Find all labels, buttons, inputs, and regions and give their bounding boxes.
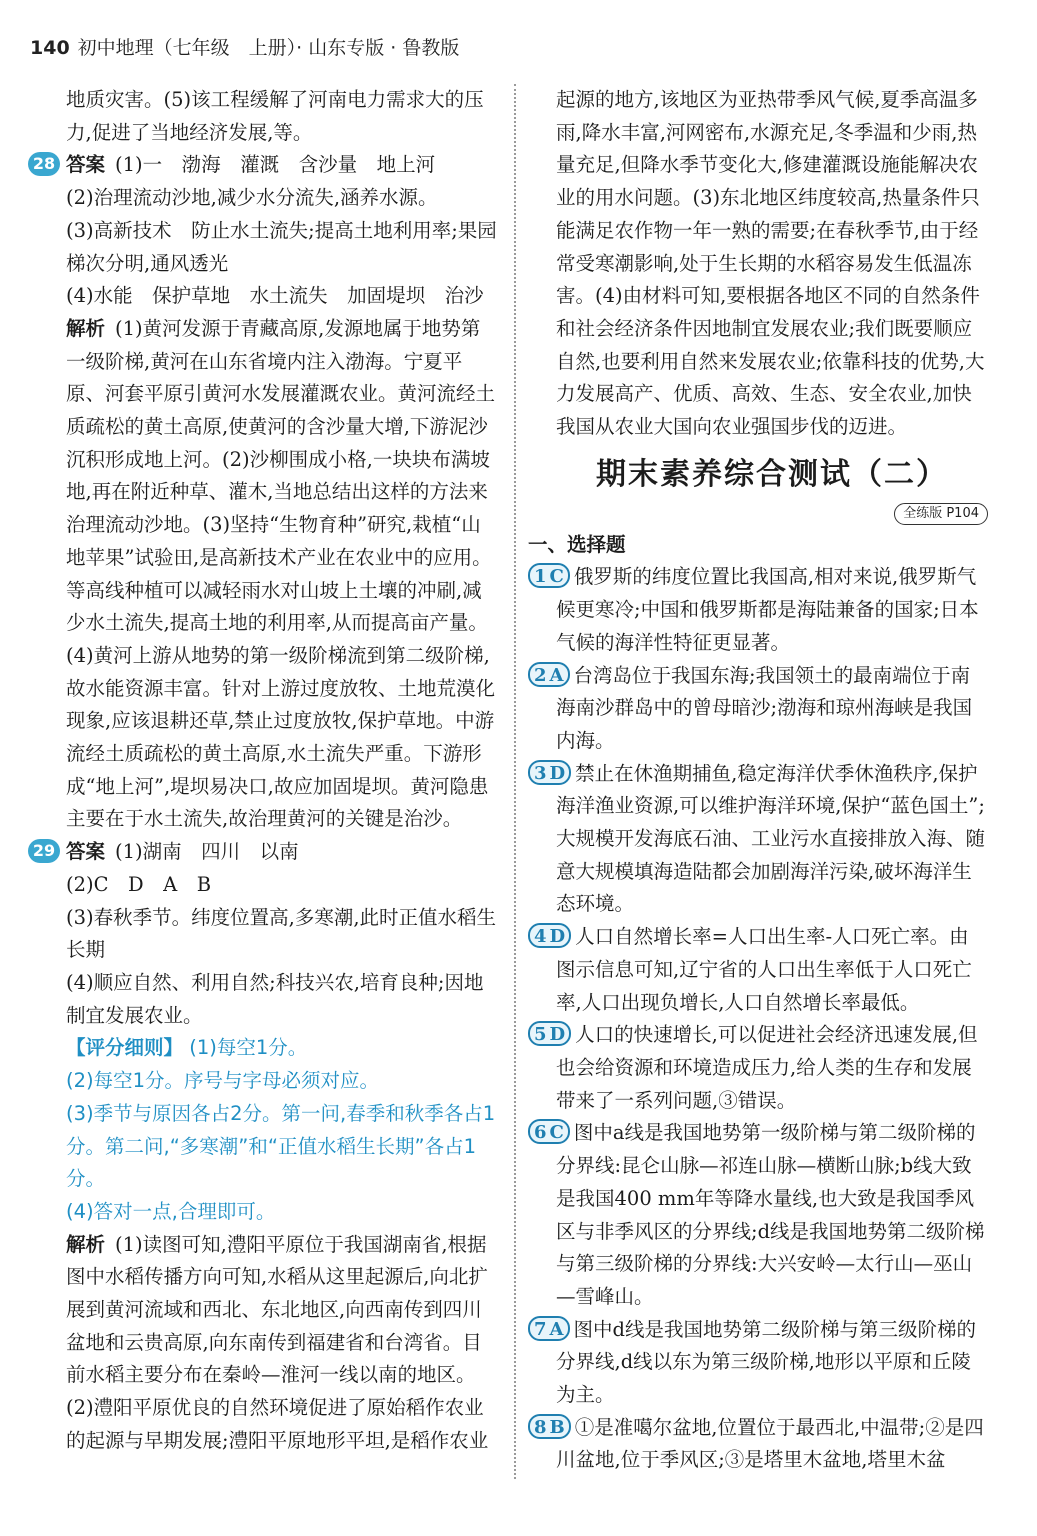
question-number-badge: 28 xyxy=(28,152,60,176)
scoring-rule-3: (3)季节与原因各占2分。第一问,春季和秋季各占1分。第二问,“多寒潮”和“正值水稻生长期”各占1分。 xyxy=(66,1101,496,1191)
answer-badge xyxy=(528,563,570,588)
question-number: 1 xyxy=(534,566,547,588)
answer-part-3: (3)春秋季节。纬度位置高,多寒潮,此时正值水稻生长期 xyxy=(66,905,497,962)
explanation-text: 台湾岛位于我国东海;我国领土的最南端位于南海南沙群岛中的曾母暗沙;渤海和琼州海峡是我国内海。 xyxy=(556,663,973,752)
question-number: 4 xyxy=(534,926,547,948)
answer-badge xyxy=(528,1316,570,1341)
answer-letter: A xyxy=(549,1318,564,1340)
choice-answer-item xyxy=(534,1019,988,1117)
analysis-label: 解析 xyxy=(66,316,106,340)
right-column xyxy=(528,84,988,1477)
answer-part-2: (2)治理流动沙地,减少水分流失,涵养水源。 xyxy=(66,186,438,210)
page-header xyxy=(30,30,1010,66)
answer-badge xyxy=(528,1119,570,1144)
column-divider xyxy=(514,84,516,1479)
choice-answer-item xyxy=(534,1117,988,1313)
choice-answer-list xyxy=(534,561,988,1477)
answer-label: 答案 xyxy=(66,840,106,864)
explanation-text: 人口的快速增长,可以促进社会经济迅速发展,但也会给资源和环境造成压力,给人类的生存和发展带来了一系列问题,③错误。 xyxy=(556,1023,978,1112)
answer-letter: D xyxy=(549,926,566,948)
continuation-text: 地质灾害。(5)该工程缓解了河南电力需求大的压力,促进了当地经济发展,等。 xyxy=(66,88,484,144)
analysis-text: (1)读图可知,澧阳平原位于我国湖南省,根据图中水稻传播方向可知,水稻从这里起源后,向北扩展到黄河流域和西北、东北地区,向西南传到四川盆地和云贵高原,向东南传到福建省和台湾省。目前水稻主要分布在秦岭—淮河一线以南的地区。(2)澧阳平原优良的自然环境促进了原始稻作农业的起源与早期发展;澧阳平原地形平坦,是稻作农业 xyxy=(66,1232,489,1452)
question-number: 8 xyxy=(534,1416,547,1438)
answer-part-2: (2)C D A B xyxy=(66,872,212,896)
question-number: 7 xyxy=(534,1318,547,1340)
question-number: 6 xyxy=(534,1122,547,1144)
answer-badge xyxy=(528,662,570,687)
explanation-text: 图中d线是我国地势第二级阶梯与第三级阶梯的分界线,d线以东为第三级阶梯,地形以平原和丘陵为主。 xyxy=(556,1317,976,1407)
question-number-badge: 29 xyxy=(28,839,60,863)
answer-letter: D xyxy=(549,762,566,784)
scoring-rules xyxy=(66,1032,498,1228)
scoring-rule-4: (4)答对一点,合理即可。 xyxy=(66,1199,276,1223)
answer-label: 答案 xyxy=(66,153,106,177)
answer-letter: C xyxy=(549,566,564,588)
question-number: 5 xyxy=(534,1024,547,1046)
explanation-text: 图中a线是我国地势第一级阶梯与第二级阶梯的分界线:昆仑山脉—祁连山脉—横断山脉;b线大致是我国400 mm年等降水量线,也大致是我国季风区与非季风区的分界线;d线是我国地势第二级阶梯与第三级阶梯的分界线:大兴安岭—太行山—巫山—雪峰山。 xyxy=(556,1121,985,1308)
book-title: 初中地理（七年级 上册）· 山东专版 · 鲁教版 xyxy=(77,37,460,59)
scoring-tag: 【评分细则】 xyxy=(66,1036,184,1060)
analysis-text: (1)黄河发源于青藏高原,发源地属于地势第一级阶梯,黄河在山东省境内注入渤海。宁夏平原、河套平原引黄河水发展灌溉农业。黄河流经土质疏松的黄土高原,使黄河的含沙量大增,下游泥沙沉积形成地上河。(2)沙柳围成小格,一块块布满坡地,再在附近种草、灌木,当地总结出这样的方法来治理流动沙地。(3)坚持“生物育种”研究,栽植“山地苹果”试验田,是高新技术产业在农业中的应用。等高线种植可以减轻雨水对山坡上土壤的冲刷,减少水土流失,提高土地的利用率,从而提高亩产量。(4)黄河上游从地势的第一级阶梯流到第二级阶梯,故水能资源丰富。针对上游过度放牧、土地荒漠化现象,应该退耕还草,禁止过度放牧,保护草地。中游流经土质疏松的黄土高原,水土流失严重。下游形成“地上河”,堤坝易决口,故应加固堤坝。黄河隐患主要在于水土流失,故治理黄河的关键是治沙。 xyxy=(66,316,496,831)
scoring-rule-1: (1)每空1分。 xyxy=(189,1036,308,1060)
explanation-text: 俄罗斯的纬度位置比我国高,相对来说,俄罗斯气候更寒冷;中国和俄罗斯都是海陆兼备的国家;日本气候的海洋性特征更显著。 xyxy=(556,565,979,654)
answer-letter: B xyxy=(549,1416,565,1438)
choice-answer-item xyxy=(534,561,988,659)
answer-part-4: (4)水能 保护草地 水土流失 加固堤坝 治沙 xyxy=(66,284,484,308)
answer-part-1: (1)湖南 四川 以南 xyxy=(115,840,299,864)
page-number: 140 xyxy=(30,37,70,59)
scoring-rule-2: (2)每空1分。序号与字母必须对应。 xyxy=(66,1069,380,1093)
answer-badge xyxy=(528,923,571,948)
answer-letter: D xyxy=(549,1024,566,1046)
question-number: 3 xyxy=(534,762,547,784)
answer-letter: C xyxy=(549,1122,564,1144)
answer-part-1: (1)一 渤海 灌溉 含沙量 地上河 xyxy=(115,153,436,177)
question-28 xyxy=(32,149,498,836)
continuation-text: 起源的地方,该地区为亚热带季风气候,夏季高温多雨,降水丰富,河网密布,水源充足,冬季温和少雨,热量充足,但降水季节变化大,修建灌溉设施能解决农业的用水问题。(3)东北地区纬度较高,热量条件只能满足农作物一年一熟的需要;在春秋季节,由于经常受寒潮影响,处于生长期的水稻容易发生低温冻害。(4)由材料可知,要根据各地区不同的自然条件和社会经济条件因地制宜发展农业;我们既要顺应自然,也要利用自然来发展农业;依靠科技的优势,大力发展高产、优质、高效、生态、安全农业,加快我国从农业大国向农业强国步伐的迈进。 xyxy=(556,88,985,439)
answer-letter: A xyxy=(549,664,564,686)
answer-badge xyxy=(528,1414,571,1439)
analysis-label: 解析 xyxy=(66,1232,106,1256)
answer-badge xyxy=(528,760,571,785)
answer-badge xyxy=(528,1021,571,1046)
explanation-text: 人口自然增长率=人口出生率-人口死亡率。由图示信息可知,辽宁省的人口出生率低于人口死亡率,人口出现负增长,人口自然增长率最低。 xyxy=(556,925,972,1014)
choice-answer-item xyxy=(534,660,988,758)
answer-part-3: (3)高新技术 防止水土流失;提高土地利用率;果园梯次分明,通风透光 xyxy=(66,218,497,275)
reference-tag: 全练版 P104 xyxy=(894,503,988,525)
section-title: 期末素养综合测试（二） xyxy=(596,456,948,492)
explanation-text: 禁止在休渔期捕鱼,稳定海洋伏季休渔秩序,保护海洋渔业资源,可以维护海洋环境,保护“蓝色国土”;大规模开发海底石油、工业污水直接排放入海、随意大规模填海造陆都会加剧海洋污染,破坏海洋生态环境。 xyxy=(556,761,986,916)
explanation-text: ①是准噶尔盆地,位置位于最西北,中温带;②是四川盆地,位于季风区;③是塔里木盆地,塔里木盆 xyxy=(556,1415,984,1472)
choice-answer-item xyxy=(534,1314,988,1412)
question-number: 2 xyxy=(534,664,547,686)
choice-answer-item xyxy=(534,921,988,1019)
question-29 xyxy=(32,836,498,1457)
choice-answer-item xyxy=(534,758,988,922)
choice-answer-item xyxy=(534,1412,988,1477)
section-subhead: 一、选择题 xyxy=(528,532,626,556)
left-column xyxy=(32,84,498,1458)
answer-part-4: (4)顺应自然、利用自然;科技兴农,培育良种;因地制宜发展农业。 xyxy=(66,970,484,1027)
